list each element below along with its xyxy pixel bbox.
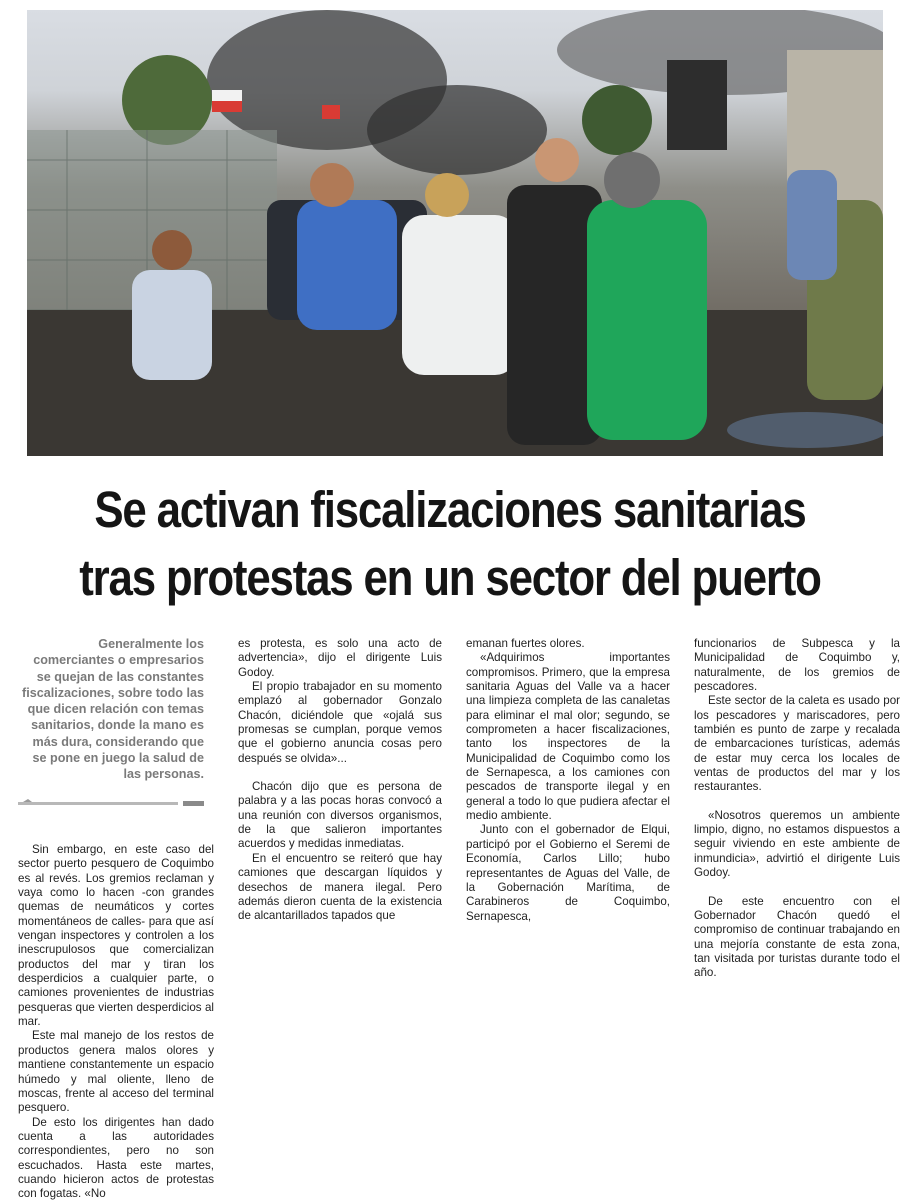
column-1 [18,843,214,1202]
column-3 [466,637,670,924]
paragraph: Este sector de la caleta es usado por los pescadores y mariscadores, pero también es punto de zarpe y recalada de embarcaciones turísticas, además de estar muy cerca los locales de ventas de productos del mar y los restaurantes. [694,694,900,794]
paragraph: es protesta, es solo una acto de advertencia», dijo el dirigente Luis Godoy. [238,637,442,679]
headline-line-2: tras protestas en un sector del puerto [79,549,821,606]
paragraph: Chacón dijo que es persona de palabra y a las pocas horas convocó a una reunión con diversos organismos, de la que salieron importantes acuerdos y medidas inmediatas. [238,780,442,851]
paragraph: De este encuentro con el Gobernador Chacón quedó el compromiso de continuar trabajando en una mejoría constante de esta zona, tan visitada por turistas durante todo el año. [694,894,900,980]
paragraph: funcionarios de Subpesca y la Municipalidad de Coquimbo y, naturalmente, de los gremios de pescadores. [694,637,900,694]
column-4 [694,637,900,981]
paragraph: Este mal manejo de los restos de productos genera malos olores y mantiene constantemente un espacio húmedo y mal oliente, lleno de moscas, frente al acceso del terminal pesquero. [18,1029,214,1115]
lead-divider [18,796,204,806]
paragraph: «Adquirimos importantes compromisos. Primero, que la empresa sanitaria Aguas del Valle va a hacer una limpieza completa de las canaletas para eliminar el mal olor; segundo, se comprometen a hacer fiscalizaciones, tanto los inspectores de la Municipalidad de Coquimbo como los de Sernapesca, a los camiones con pescados de transporte ilegal y en general a todo lo que pudiera afectar el medio ambiente. [466,651,670,823]
paragraph: En el encuentro se reiteró que hay camiones que descargan líquidos y desechos de manera ilegal. Pero además dieron cuenta de la existencia de alcantarillados tapados que [238,851,442,923]
column-2 [238,637,442,924]
paragraph: Sin embargo, en este caso del sector puerto pesquero de Coquimbo es al revés. Los gremios reclaman y vaya como lo hacen -con grandes quemas de neumáticos y cortes momentáneos de calles- para que así vengan inspectores y controlen a los inescrupulosos que comercializan productos del mar y tiran los desperdicios a cualquier parte, o camiones provenientes de industrias pesqueras que vierten desperdicios al mar. [18,843,214,1029]
paragraph: emanan fuertes olores. [466,637,585,650]
paragraph: De esto los dirigentes han dado cuenta a las autoridades correspondientes, pero no son escuchados. Hasta este martes, cuando hicieron actos de protestas con fogatas. «No [18,1115,214,1201]
lead-paragraph: Generalmente los comerciantes o empresarios se quejan de las constantes fiscalizaciones, sobre todo las que dicen relación con temas sanitarios, donde la mano es más dura, considerando que se pone en juego la salud de las personas. [22,637,204,782]
street-protest-photo [27,10,883,456]
paragraph: El propio trabajador en su momento emplazó al gobernador Gonzalo Chacón, diciéndole que «ojalá sus promesas se cumplan, porque vemos que el gobierno anuncia cosas pero después se olvida»... [238,680,442,765]
headline-line-1: Se activan fiscalizaciones sanitarias [94,481,806,538]
paragraph: Junto con el gobernador de Elqui, participó por el Gobierno el Seremi de Economía, Carlos Lillo; hubo representantes de Aguas del Valle, de la Gobernación Marítima, de Carabineros de Coquimbo, Sernapesca, [466,823,670,923]
article-photo [27,10,883,456]
paragraph: «Nosotros queremos un ambiente limpio, digno, no estamos dispuestos a seguir viviendo en este ambiente de inmundicia», advirtió el dirigente Luis Godoy. [694,808,900,880]
